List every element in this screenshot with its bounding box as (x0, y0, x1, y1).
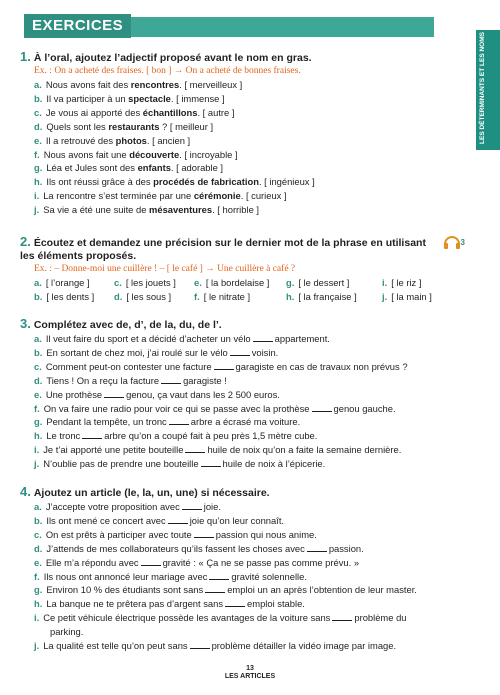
exercise-3 (20, 317, 465, 471)
exercise-1-instruction: 1. À l’oral, ajoutez l’adjectif proposé avant le nom en gras. (20, 49, 312, 64)
item-text: Il a retrouvé des (45, 134, 116, 146)
grid-item (382, 276, 462, 290)
item-text: Je vous ai apporté des (45, 106, 143, 118)
blank-field[interactable] (82, 430, 102, 439)
item-letter: a. (34, 79, 42, 90)
exercise-3-instruction: 3. Complétez avec de, d’, de la, du, de l’. (20, 316, 222, 331)
item-text: [ le dessert ] (298, 277, 350, 288)
exercise-4 (20, 485, 465, 653)
item-text-before: J’attends de mes collaborateurs qu’ils fassent les choses avec (46, 542, 305, 554)
item-letter: c. (34, 106, 42, 118)
blank-field[interactable] (201, 458, 221, 467)
item-bold-noun: photos (115, 134, 147, 146)
item-text-before: La banque ne te prêtera pas d’argent sans (46, 598, 224, 610)
item-letter: e. (34, 134, 42, 146)
item-bold-noun: échantillons (142, 106, 198, 118)
item-letter: c. (34, 528, 42, 540)
item-text-after: huile de noix qu’on a faite la semaine dernière. (207, 444, 402, 456)
item-letter: g. (34, 162, 43, 174)
exercise-2-instruction: 2. Écoutez et demandez une précision sur le dernier mot de la phrase en utilisant les éléments proposés. 3 (20, 234, 465, 262)
item-letter: a. (34, 277, 42, 288)
item-letter: i. (34, 190, 40, 202)
exercise-3-items (34, 332, 465, 471)
item-letter: f. (34, 570, 40, 582)
item-letter: f. (194, 291, 200, 302)
item-letter: h. (34, 430, 43, 442)
item-bold-noun: spectacle (128, 92, 171, 104)
item-letter: d. (34, 374, 43, 386)
exercise-number: 2. (20, 234, 31, 249)
item-text: [ le riz ] (391, 277, 422, 288)
item-text-after: emploi stable. (247, 598, 305, 610)
grid-item (286, 276, 382, 290)
item-bold-noun: procédés de fabrication (153, 176, 259, 188)
item-text-before: Pendant la tempête, un tronc (46, 416, 167, 428)
item-text: Ils ont réussi grâce à des (46, 176, 154, 188)
item-letter: e. (34, 388, 42, 400)
item-letter: b. (34, 291, 43, 302)
exercise-2-items (34, 276, 465, 304)
blank-field[interactable] (332, 612, 352, 621)
item-letter: b. (34, 514, 43, 526)
item-hint: . [ adorable ] (170, 162, 224, 174)
item-text-after: genou, ça vaut dans les 2 500 euros. (126, 388, 280, 400)
item-text-before: Comment peut-on contester une facture (45, 360, 212, 372)
grid-item (34, 276, 114, 290)
list-item (34, 570, 465, 584)
exercise-2 (20, 235, 465, 304)
chapter-side-tab-label: LES DÉTERMINANTS ET LES NOMS (479, 32, 486, 144)
item-letter: e. (194, 277, 202, 288)
item-text: Quels sont les (46, 120, 109, 132)
item-hint: . [ incroyable ] (179, 148, 238, 160)
chapter-side-tab (476, 30, 500, 150)
item-text-after: voisin. (251, 346, 279, 358)
list-item (34, 189, 465, 203)
item-text-after: passion qui nous anime. (215, 528, 317, 540)
item-letter: g. (286, 277, 295, 288)
exercise-number: 1. (20, 49, 31, 64)
blank-field[interactable] (312, 403, 332, 412)
list-item (34, 514, 465, 528)
item-hint: . [ immense ] (170, 92, 225, 104)
item-text-before: Environ 10 % des étudiants sont sans (46, 584, 204, 596)
item-text: Léa et Jules sont des (46, 162, 138, 174)
grid-item (34, 290, 114, 304)
item-hint: . [ curieux ] (240, 190, 287, 202)
item-letter: j. (34, 204, 40, 216)
item-text-after: arbre a écrasé ma voiture. (190, 416, 301, 428)
item-hint: . [ merveilleux ] (179, 79, 243, 90)
blank-field[interactable] (104, 389, 124, 398)
item-text-before: On est prêts à participer avec toute (45, 528, 192, 540)
grid-item (286, 290, 382, 304)
list-item (34, 360, 465, 374)
blank-field[interactable] (161, 375, 181, 384)
item-text-before: N’oublie pas de prendre une bouteille (43, 458, 199, 470)
exercise-1 (20, 50, 465, 217)
item-text: [ la française ] (298, 291, 357, 302)
headphones-icon (443, 234, 461, 250)
blank-field[interactable] (185, 444, 205, 453)
item-text: [ les dents ] (46, 291, 95, 302)
list-item (34, 161, 465, 175)
audio-track (443, 234, 465, 250)
list-item (34, 388, 465, 402)
item-text-after: appartement. (274, 333, 330, 344)
item-letter: d. (114, 291, 123, 302)
item-letter: g. (34, 584, 43, 596)
item-hint: . [ ancien ] (146, 134, 191, 146)
grid-item (114, 276, 194, 290)
item-letter: c. (34, 360, 42, 372)
list-item (34, 203, 465, 217)
item-text-before: Tiens ! On a reçu la facture (46, 374, 160, 386)
list-item (34, 542, 465, 556)
item-text-before: Ils nous ont annoncé leur mariage avec (43, 570, 208, 582)
item-letter: j. (34, 640, 40, 652)
list-item (34, 639, 465, 653)
item-bold-noun: enfants (137, 162, 171, 174)
exercise-number: 4. (20, 484, 31, 499)
list-item (34, 120, 465, 134)
list-item (34, 106, 465, 120)
list-item (34, 415, 465, 429)
blank-field[interactable] (194, 529, 214, 538)
item-bold-noun: découverte (129, 148, 180, 160)
list-item (34, 92, 465, 106)
item-letter: h. (34, 598, 43, 610)
item-text-before: Il veut faire du sport et a décidé d’acheter un vélo (45, 333, 251, 344)
item-hint: . [ horrible ] (212, 204, 259, 216)
item-text: Nous avons fait une (43, 148, 130, 160)
grid-item (114, 290, 194, 304)
list-item (34, 402, 465, 416)
item-letter: g. (34, 416, 43, 428)
item-text-before: On va faire une radio pour voir ce qui se passe avec la prothèse (43, 402, 310, 414)
list-item (34, 346, 465, 360)
item-text: [ la bordelaise ] (205, 277, 270, 288)
blank-field[interactable] (214, 361, 234, 370)
blank-field[interactable] (205, 584, 225, 593)
item-hint: ? [ meilleur ] (159, 120, 214, 132)
item-bold-noun: restaurants (108, 120, 160, 132)
item-text-before: Ce petit véhicule électrique possède les avantages de la voiture sans (43, 612, 331, 624)
item-letter: c. (114, 277, 122, 288)
item-letter: i. (382, 277, 388, 288)
blank-field[interactable] (307, 543, 327, 552)
page-title: EXERCICES (24, 14, 131, 38)
item-text-after: garagiste ! (183, 374, 227, 386)
item-text-before: parking. (50, 626, 84, 638)
list-item (34, 556, 465, 570)
item-text: [ les jouets ] (125, 277, 176, 288)
item-bold-noun: mésaventures (149, 204, 213, 216)
item-text-before: En sortant de chez moi, j’ai roulé sur le vélo (46, 346, 228, 358)
list-item (34, 611, 465, 625)
item-text-before: J’accepte votre proposition avec (45, 501, 180, 512)
blank-field[interactable] (169, 416, 189, 425)
item-letter: j. (34, 458, 40, 470)
grid-item (194, 276, 286, 290)
page-number: 13 (246, 665, 254, 672)
grid-item (194, 290, 286, 304)
audio-track-number: 3 (460, 237, 465, 247)
item-text-after: joie qu’on leur connaît. (189, 514, 285, 526)
item-letter: f. (34, 148, 40, 160)
grid-item (382, 290, 462, 304)
list-item (34, 583, 465, 597)
header-band (0, 7, 500, 33)
item-text: [ le nitrate ] (203, 291, 251, 302)
item-text-before: Une prothèse (45, 388, 103, 400)
item-hint: . [ ingénieux ] (258, 176, 315, 188)
list-item (34, 134, 465, 148)
item-letter: i. (34, 444, 40, 456)
blank-field[interactable] (190, 640, 210, 649)
item-text: [ la main ] (391, 291, 432, 302)
blank-field[interactable] (225, 598, 245, 607)
item-letter: a. (34, 501, 42, 512)
blank-field[interactable] (253, 333, 273, 342)
item-hint: . [ autre ] (197, 106, 235, 118)
item-text-after: gravité : « Ça ne se passe pas comme prévu. » (162, 556, 360, 568)
footer-section: LES ARTICLES (224, 673, 276, 680)
item-letter: d. (34, 120, 43, 132)
item-letter: b. (34, 346, 43, 358)
item-text-after: passion. (328, 542, 364, 554)
exercise-number: 3. (20, 316, 31, 331)
list-item (34, 597, 465, 611)
exercise-2-example: Ex. : – Donne-moi une cuillère ! – [ le café ] → Une cuillère à café ? (34, 264, 296, 274)
list-item (34, 528, 465, 542)
item-bold-noun: cérémonie (193, 190, 241, 202)
item-text: Nous avons fait des (45, 79, 131, 90)
list-item (34, 332, 465, 346)
item-text-before: Je t’ai apporté une petite bouteille (43, 444, 184, 456)
item-bold-noun: rencontres (130, 79, 180, 90)
item-text: [ les sous ] (126, 291, 172, 302)
item-letter: a. (34, 333, 42, 344)
item-text-before: Le tronc (46, 430, 81, 442)
item-text-after: joie. (203, 501, 221, 512)
list-item (34, 443, 465, 457)
item-text-after: garagiste en cas de travaux non prévus ? (235, 360, 408, 372)
list-item (34, 500, 465, 514)
item-letter: h. (286, 291, 295, 302)
item-text: [ l’orange ] (45, 277, 90, 288)
list-item (34, 625, 465, 639)
item-text-after: emploi un an après l’obtention de leur master. (227, 584, 417, 596)
exercise-1-example: Ex. : On a acheté des fraises. [ bon ] → On a acheté de bonnes fraises. (34, 66, 301, 76)
list-item (34, 78, 465, 92)
item-text-before: La qualité est telle qu’on peut sans (43, 640, 188, 652)
item-text-after: problème détailler la vidéo image par image. (211, 640, 397, 652)
list-item (34, 148, 465, 162)
item-text-after: huile de noix à l’épicerie. (222, 458, 326, 470)
item-text-before: Elle m’a répondu avec (45, 556, 139, 568)
list-item (34, 374, 465, 388)
item-text-after: genou gauche. (333, 402, 396, 414)
blank-field[interactable] (182, 501, 202, 510)
item-letter: h. (34, 176, 43, 188)
item-text-after: gravité solennelle. (231, 570, 307, 582)
exercise-4-instruction: 4. Ajoutez un article (le, la, un, une) si nécessaire. (20, 484, 270, 499)
item-text-after: problème du (354, 612, 407, 624)
exercise-4-items (34, 500, 465, 653)
item-letter: j. (382, 291, 388, 302)
item-letter: f. (34, 402, 40, 414)
exercise-1-items (34, 78, 465, 217)
item-text-before: Ils ont mené ce concert avec (46, 514, 166, 526)
item-letter: d. (34, 542, 43, 554)
item-text: Sa vie a été une suite de (43, 204, 150, 216)
item-text-after: arbre qu’on a coupé fait à peu près 1,5 mètre cube. (104, 430, 318, 442)
item-letter: b. (34, 92, 43, 104)
list-item (34, 429, 465, 443)
page-footer (0, 665, 500, 680)
item-letter: e. (34, 556, 42, 568)
blank-field[interactable] (168, 515, 188, 524)
blank-field[interactable] (141, 557, 161, 566)
list-item (34, 175, 465, 189)
blank-field[interactable] (209, 571, 229, 580)
list-item (34, 457, 465, 471)
item-text: La rencontre s’est terminée par une (43, 190, 194, 202)
blank-field[interactable] (230, 347, 250, 356)
item-letter: i. (34, 612, 40, 624)
item-text: Il va participer à un (46, 92, 129, 104)
